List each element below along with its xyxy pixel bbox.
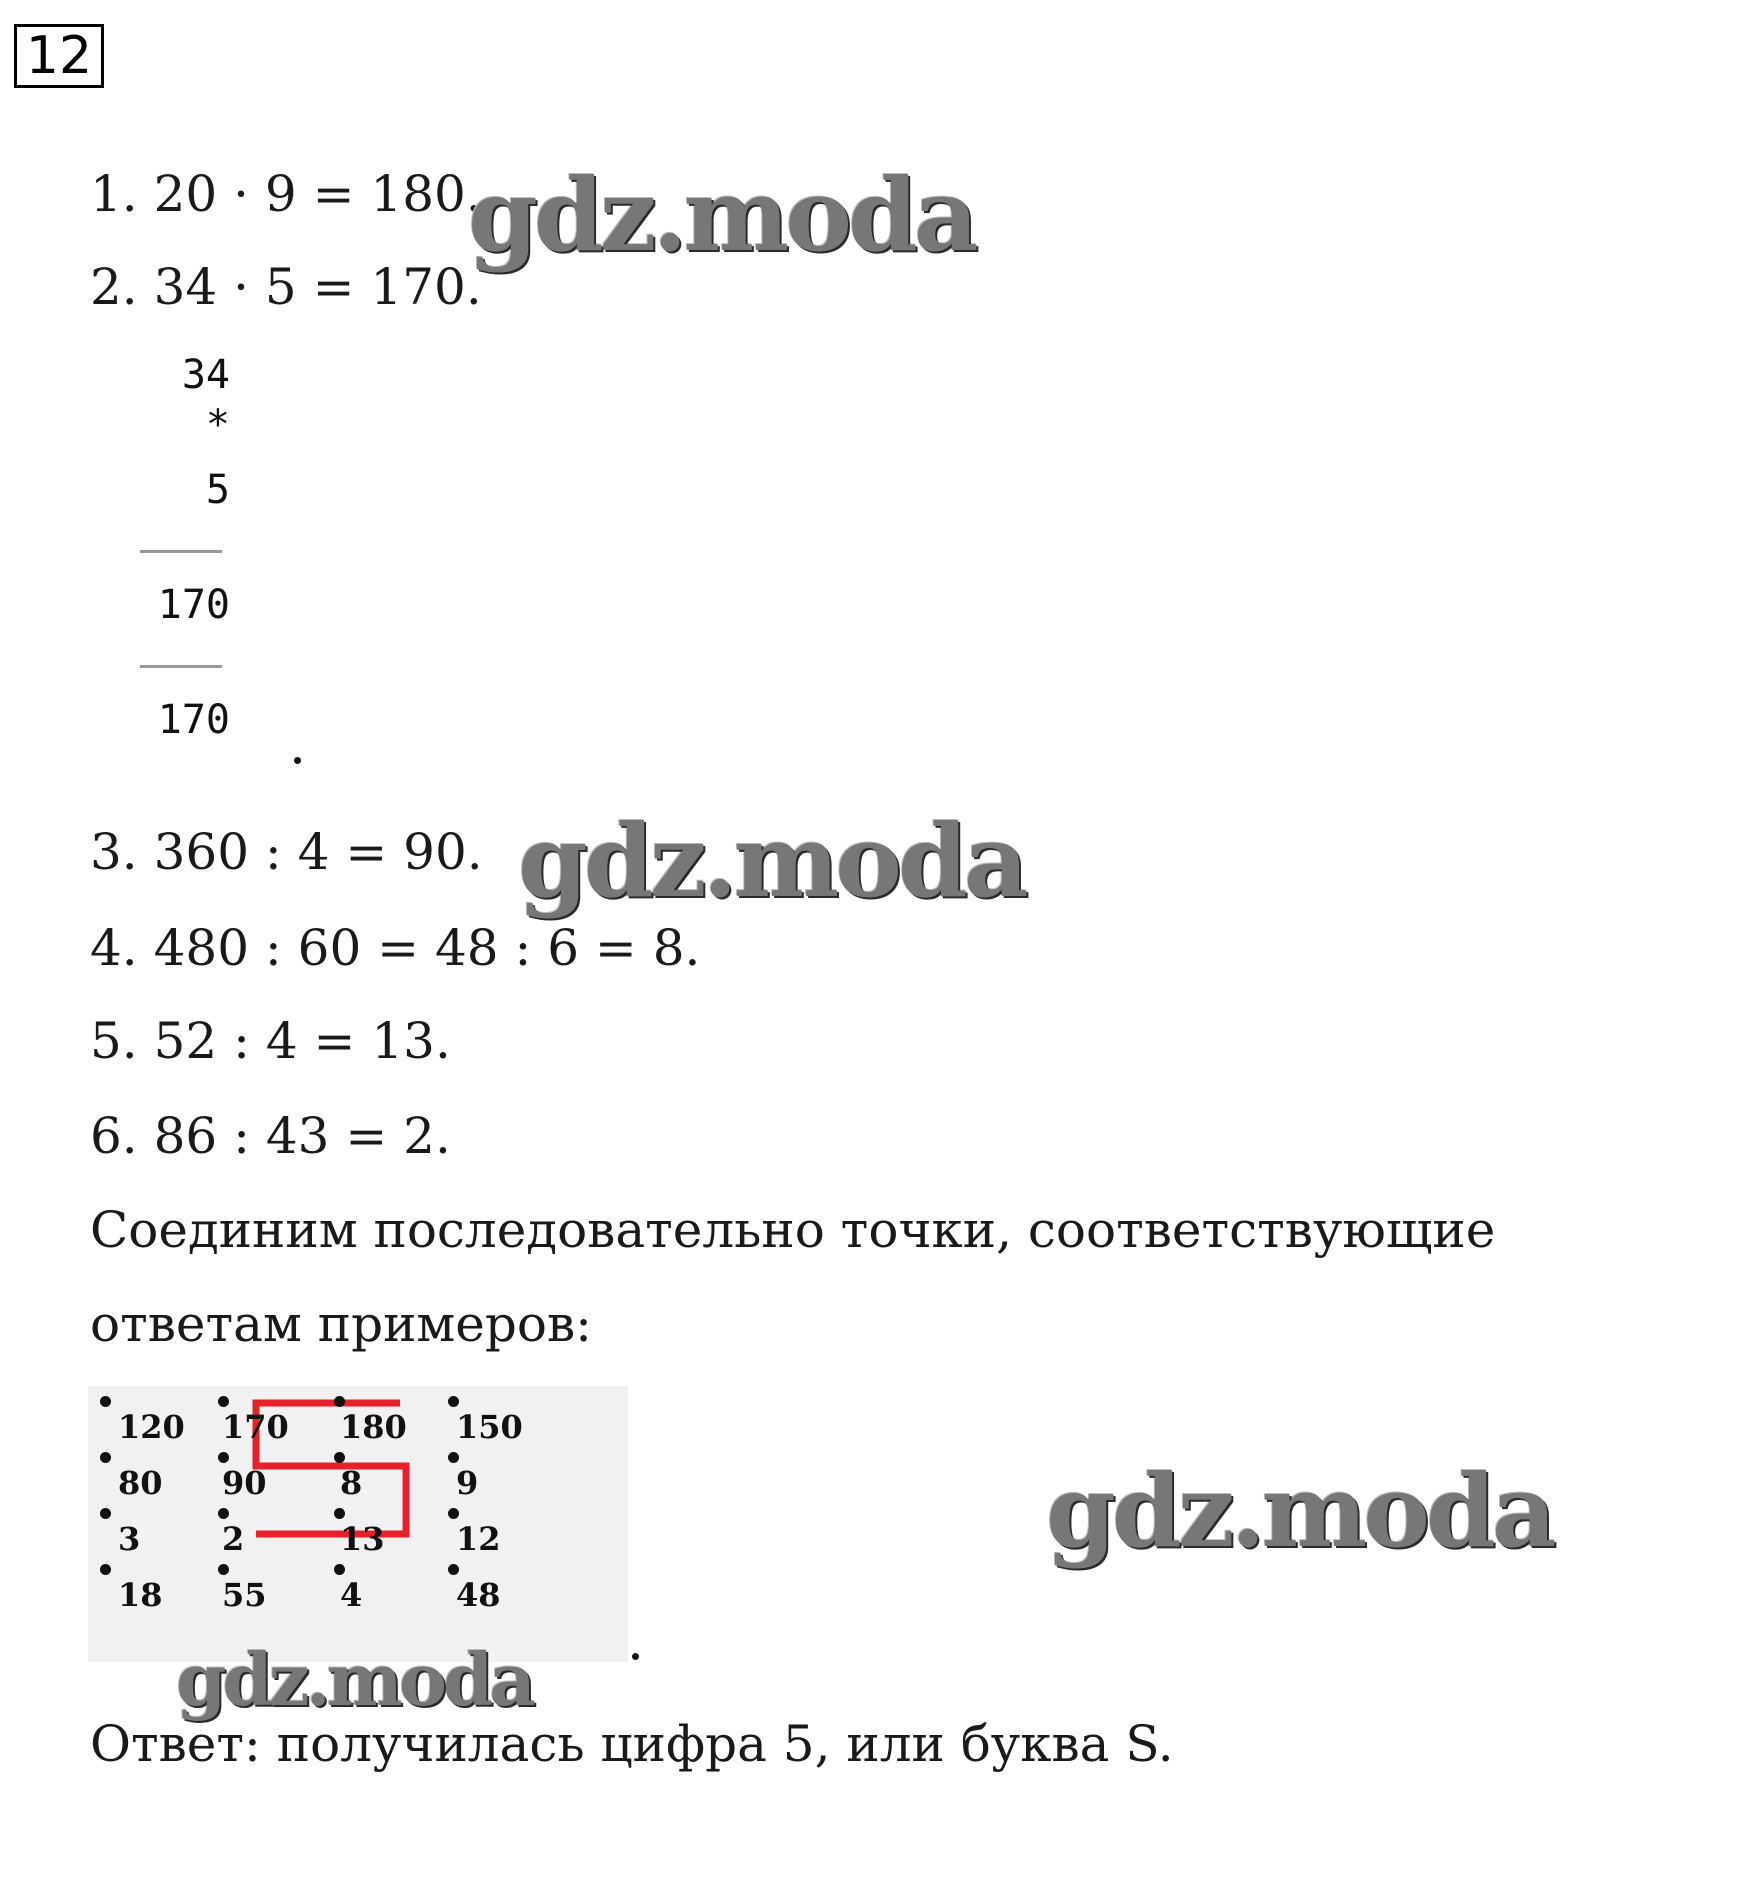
grid-label: 18	[118, 1576, 163, 1614]
watermark-logo: gdz.moda	[518, 802, 1025, 920]
column-rule-2	[140, 665, 222, 668]
column-multiplier: 5	[205, 467, 230, 513]
grid-dot	[334, 1564, 345, 1575]
grid-label: 90	[222, 1464, 267, 1502]
grid-label: 2	[222, 1520, 245, 1558]
instruction-line-2: ответам примеров:	[90, 1295, 593, 1353]
column-rule-1	[140, 550, 222, 553]
grid-dot	[218, 1508, 229, 1519]
example-line-5: 5. 52 : 4 = 13.	[90, 1012, 451, 1070]
grid-dot	[334, 1396, 345, 1407]
example-line-3: 3. 360 : 4 = 90.	[90, 823, 483, 881]
watermark-logo: gdz.moda	[468, 156, 975, 274]
grid-dot	[448, 1564, 459, 1575]
grid-dot	[448, 1508, 459, 1519]
example-line-6: 6. 86 : 43 = 2.	[90, 1107, 451, 1165]
column-multiplicand: 34	[181, 352, 230, 398]
grid-dot	[100, 1452, 111, 1463]
dot-grid	[88, 1386, 628, 1662]
column-result: 170	[157, 697, 230, 743]
grid-dot	[218, 1452, 229, 1463]
example-line-4: 4. 480 : 60 = 48 : 6 = 8.	[90, 919, 701, 977]
grid-label: 4	[340, 1576, 363, 1614]
column-operator: *	[205, 402, 230, 448]
column-partial: 170	[157, 582, 230, 628]
grid-label: 48	[456, 1576, 501, 1614]
grid-label: 55	[222, 1576, 267, 1614]
grid-dot	[218, 1564, 229, 1575]
grid-dot	[448, 1396, 459, 1407]
answer-line: Ответ: получилась цифра 5, или буква S.	[90, 1715, 1174, 1773]
grid-dot	[448, 1452, 459, 1463]
task-number: 12	[14, 24, 104, 88]
instruction-line-1: Соединим последовательно точки, соответствующие	[90, 1201, 1496, 1259]
grid-dot	[334, 1452, 345, 1463]
grid-label: 13	[340, 1520, 385, 1558]
grid-label: 150	[456, 1408, 523, 1446]
grid-label: 180	[340, 1408, 407, 1446]
example-line-2: 2. 34 · 5 = 170.	[90, 258, 482, 316]
grid-label: 8	[340, 1464, 363, 1502]
watermark-logo: gdz.moda	[176, 1637, 532, 1722]
grid-dot	[334, 1508, 345, 1519]
grid-label: 120	[118, 1408, 185, 1446]
grid-label: 80	[118, 1464, 163, 1502]
grid-end-dot	[632, 1653, 639, 1660]
grid-dot	[218, 1396, 229, 1407]
grid-label: 9	[456, 1464, 479, 1502]
column-end-dot	[294, 757, 301, 764]
grid-dot	[100, 1564, 111, 1575]
grid-dot	[100, 1508, 111, 1519]
grid-label: 12	[456, 1520, 501, 1558]
grid-dot	[100, 1396, 111, 1407]
grid-label: 3	[118, 1520, 141, 1558]
watermark-logo: gdz.moda	[1046, 1452, 1553, 1570]
example-line-1: 1. 20 · 9 = 180.	[90, 165, 482, 223]
grid-label: 170	[222, 1408, 289, 1446]
